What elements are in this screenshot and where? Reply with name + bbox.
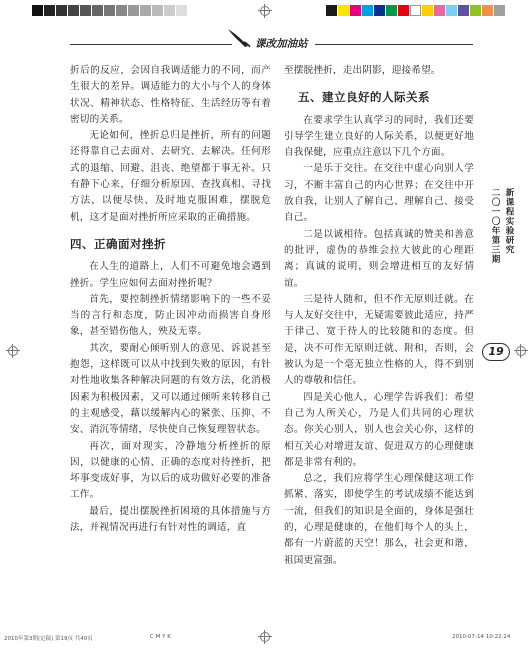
brush-icon [226, 26, 252, 48]
issue-label: 二〇一〇年第三期 [490, 188, 500, 264]
paragraph: 四是关心他人，心理学告诉我们：希望自己为人所关心，乃是人们共同的心理状态。你关心别人，别人也会关心你，这样的相互关心对增进友谊、促进双方的心理健康都是非常有利的。 [284, 391, 474, 468]
left-column [70, 63, 271, 536]
paragraph: 总之，我们应将学生心理保健这项工作抓紧、落实，即使学生的考试成绩不能达到一流，但我们的知识是全面的，身体是强壮的，心理是健康的，在他们每个人的头上，都有一片蔚蓝的天空！那么，社会更和谐，祖国更富强。 [284, 473, 474, 566]
crop-mark-left [6, 344, 20, 358]
paragraph: 三是待人随和，但不作无原则迁就。在与人友好交往中，无疑需要彼此适应，持严于律己、宽于待人的比较随和的态度。但是，决不可作无原则迁就、附和，否则，会被认为是一个毫无独立性格的人，得不到别人的尊敬和信任。 [284, 293, 474, 387]
footer-right: 2010-07-14 10:22:24 [452, 634, 511, 640]
footer-left: 2010年第3期(定稿) 第19页 共40页 [4, 636, 93, 642]
header-rule-right [315, 44, 473, 45]
paragraph: 在人生的道路上，人们不可避免地会遇到挫折。学生应如何去面对挫折呢？ [70, 261, 271, 289]
paragraph: 一是乐于交往。在交往中虚心向别人学习，不断丰富自己的内心世界；在交往中开放自我，让别人了解自己、理解自己、接受自己。 [284, 163, 474, 224]
header-rule-left [70, 44, 232, 45]
paragraph: 再次，面对现实，冷静地分析挫折的原因，以健康的心情、正确的态度对待挫折，把坏事变成好事，为以后的成功做好必要的准备工作。 [70, 440, 271, 501]
paragraph: 最后，提出摆脱挫折困境的具体措施与方法，并视情况再进行有针对性的调适，直 [70, 505, 271, 534]
journal-name: 新课程实验研究 [504, 188, 514, 255]
crop-mark-bottom [258, 630, 272, 644]
paragraph: 至摆脱挫折，走出阴影，迎接希望。 [284, 65, 441, 76]
crop-mark-right [514, 344, 528, 358]
section-heading: 五、建立良好的人际关系 [298, 90, 430, 105]
page-number: 19 [482, 343, 510, 361]
paragraph: 折后的反应，会因自我调适能力的不同，而产生很大的差异。调适能力的大小与个人的身体状况、精神状态、性格特征、生活经历等有着密切的关系。 [70, 65, 271, 125]
paragraph: 首先，要控制挫折情绪影响下的一些不妥当的言行和态度，防止因冲动而损害自身形象，甚至错伤他人，殃及无辜。 [70, 293, 271, 338]
paragraph: 无论如何，挫折总归是挫折，所有的问题还得靠自己去面对、去研究、去解决。任何形式的退缩、回避、沮丧、绝望都于事无补。只有静下心来，仔细分析原因、查找真相、寻找方法，以便尽快、及时地克服困难，摆脱危机，这才是面对挫折所应采取的正确措施。 [70, 130, 271, 223]
right-column [284, 63, 474, 569]
section-title: 课改加油站 [255, 38, 308, 50]
paragraph: 二是以诚相待。包括真诚的赞美和善意的批评，虚伪的恭维会拉大彼此的心理距离；真诚的说明，则会增进相互的友好情谊。 [284, 228, 474, 289]
section-heading: 四、正确面对挫折 [70, 236, 166, 251]
paragraph: 其次，要耐心倾听别人的意见、诉说甚至抱怨，这样既可以从中找到失败的原因，有针对性地收集各种解决问题的有效方法，化消极因素为积极因素，又可以通过倾听来转移自己的主观感受，藉以缓解内心的紧张、压抑、不安、消沉等情绪，尽快使自己恢复理智状态。 [70, 342, 271, 436]
paragraph: 在要求学生认真学习的同时，我们还要引导学生建立良好的人际关系，以便更好地自我保健，应重点注意以下几个方面。 [284, 114, 474, 159]
crop-mark-top [258, 4, 272, 18]
footer-marks: C M Y K [150, 634, 171, 640]
